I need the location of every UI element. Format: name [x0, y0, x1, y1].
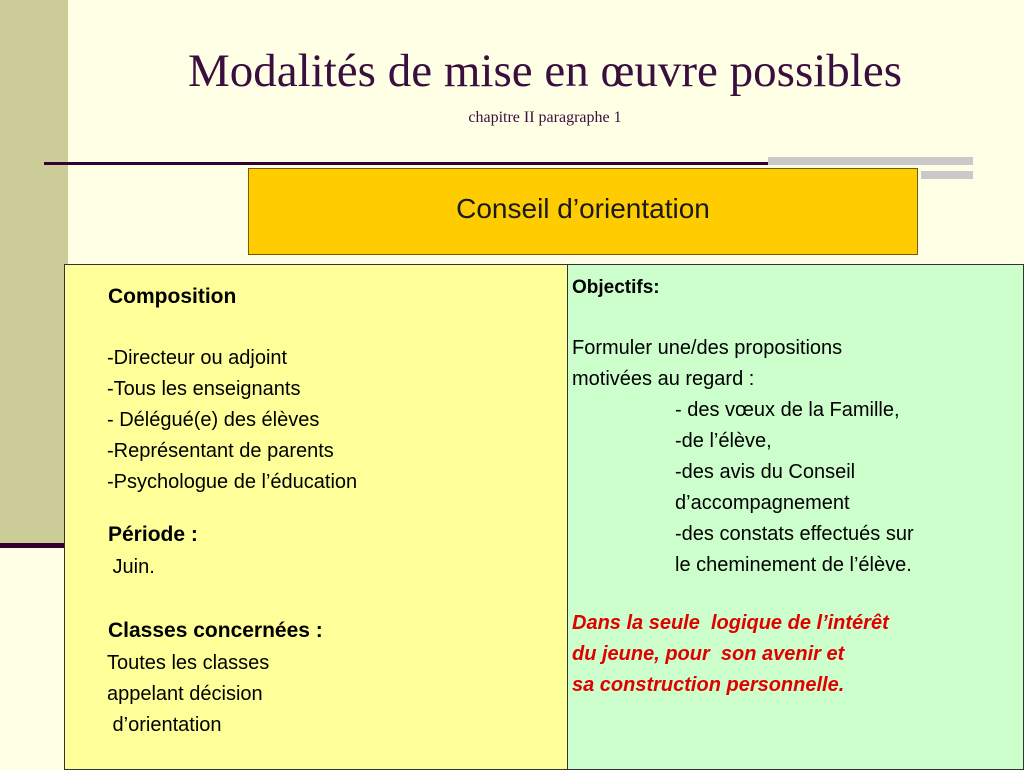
slide-title: Modalités de mise en œuvre possibles: [187, 45, 903, 97]
objectifs-emphasis-line: du jeune, pour son avenir et: [572, 643, 845, 665]
classes-heading: Classes concernées :: [108, 619, 323, 642]
objectifs-emphasis-line: Dans la seule logique de l’intérêt: [572, 612, 889, 634]
composition-item: -Tous les enseignants: [107, 378, 301, 400]
objectifs-intro-line: motivées au regard :: [572, 368, 755, 390]
classes-line: d’orientation: [107, 714, 222, 736]
conseil-header-label: Conseil d’orientation: [456, 192, 710, 224]
classes-line: appelant décision: [107, 683, 263, 705]
decor-bar-long: [768, 157, 973, 165]
objectifs-item: - des vœux de la Famille,: [675, 399, 900, 421]
left-decor-stripe: [0, 0, 68, 545]
conseil-header-box: [248, 168, 918, 255]
objectifs-item: -des avis du Conseil: [675, 461, 856, 483]
left-decor-rule: [0, 543, 64, 548]
decor-bar-short: [921, 171, 973, 179]
objectifs-item: -des constats effectués sur: [675, 523, 914, 545]
composition-item: - Délégué(e) des élèves: [107, 409, 320, 431]
objectifs-panel: [567, 264, 1024, 770]
classes-line: Toutes les classes: [107, 652, 270, 674]
composition-heading: Composition: [108, 285, 237, 308]
periode-value: Juin.: [107, 556, 155, 578]
composition-item: -Psychologue de l’éducation: [107, 471, 358, 493]
objectifs-emphasis-line: sa construction personnelle.: [572, 674, 845, 696]
objectifs-item: -de l’élève,: [675, 430, 772, 452]
objectifs-intro-line: Formuler une/des propositions: [572, 337, 843, 359]
slide-subtitle: chapitre II paragraphe 1: [468, 109, 622, 126]
objectifs-item: d’accompagnement: [675, 492, 850, 514]
periode-heading: Période :: [108, 523, 198, 546]
objectifs-heading: Objectifs:: [572, 277, 660, 298]
composition-panel: [64, 264, 568, 770]
objectifs-item: le cheminement de l’élève.: [675, 554, 912, 576]
composition-item: -Représentant de parents: [107, 440, 334, 462]
composition-item: -Directeur ou adjoint: [107, 347, 288, 369]
